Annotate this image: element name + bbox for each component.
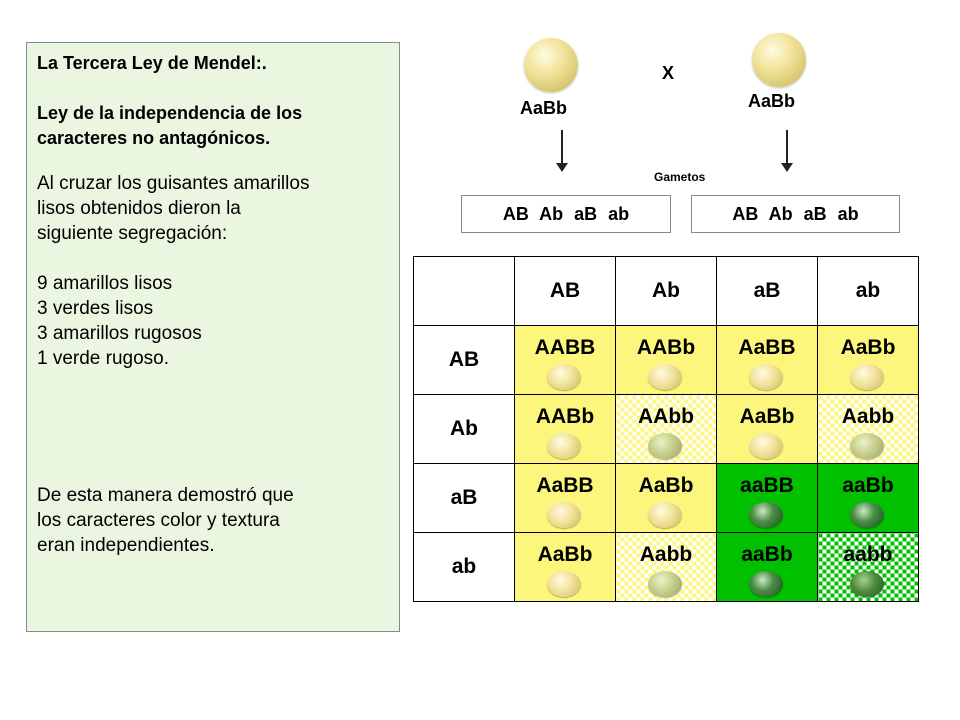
row-header-AB: AB xyxy=(414,326,515,395)
gametes-label: Gametos xyxy=(654,170,706,184)
explanation-panel xyxy=(26,42,400,632)
cross-description-line-2: lisos obtenidos dieron la xyxy=(37,198,241,219)
row-header-Ab: Ab xyxy=(414,395,515,464)
yellow-smooth-pea-icon xyxy=(547,571,581,597)
cell-AABb xyxy=(616,326,717,395)
cell-AaBB xyxy=(717,326,818,395)
cell-Aabb xyxy=(818,395,919,464)
genotype-label: aaBb xyxy=(741,543,793,566)
parent2-gametes-box: AB Ab aB ab xyxy=(691,195,900,233)
genotype-label: AaBB xyxy=(738,336,796,359)
yellow-wrinkled-pea-icon xyxy=(648,433,682,459)
green-smooth-pea-icon xyxy=(850,502,884,528)
row-header-ab: ab xyxy=(414,533,515,602)
genotype-label: aaBb xyxy=(842,474,894,497)
genotype-label: AaBB xyxy=(536,474,594,497)
result-green-wrinkled: 1 verde rugoso. xyxy=(37,348,170,369)
col-header-aB: aB xyxy=(717,257,818,326)
result-yellow-smooth: 9 amarillos lisos xyxy=(37,273,173,294)
cell-AABb xyxy=(515,395,616,464)
cell-AABB xyxy=(515,326,616,395)
yellow-smooth-pea-icon xyxy=(749,433,783,459)
law-name-line-2: caracteres no antagónicos. xyxy=(37,128,271,148)
law-title: La Tercera Ley de Mendel:. xyxy=(37,53,267,73)
green-wrinkled-pea-icon xyxy=(850,571,884,597)
yellow-wrinkled-pea-icon xyxy=(648,571,682,597)
cross-description-line-3: siguiente segregación: xyxy=(37,223,228,244)
genotype-label: AAbb xyxy=(638,405,694,428)
corner-cell xyxy=(414,257,515,326)
yellow-smooth-pea-icon xyxy=(547,364,581,390)
genotype-label: AaBb xyxy=(638,474,694,497)
genotype-label: AABb xyxy=(535,405,595,428)
green-smooth-pea-icon xyxy=(749,502,783,528)
row-header-aB: aB xyxy=(414,464,515,533)
law-name-line-1: Ley de la independencia de los xyxy=(37,103,303,123)
yellow-smooth-pea-icon xyxy=(648,502,682,528)
punnett-square xyxy=(413,256,919,602)
parent1-pea-icon xyxy=(524,38,578,92)
result-yellow-wrinkled: 3 amarillos rugosos xyxy=(37,323,202,344)
cell-AaBb xyxy=(515,533,616,602)
cell-AaBb xyxy=(818,326,919,395)
yellow-smooth-pea-icon xyxy=(648,364,682,390)
down-arrow-icon xyxy=(786,130,788,164)
genotype-label: AaBb xyxy=(840,336,896,359)
parent1-genotype: AaBb xyxy=(520,98,568,118)
yellow-smooth-pea-icon xyxy=(547,433,581,459)
conclusion-line-2: los caracteres color y textura xyxy=(37,510,280,531)
genotype-label: aaBB xyxy=(740,474,794,497)
genotype-label: AaBb xyxy=(739,405,795,428)
genotype-label: AABB xyxy=(534,336,596,359)
cell-Aabb xyxy=(616,533,717,602)
yellow-wrinkled-pea-icon xyxy=(850,433,884,459)
yellow-smooth-pea-icon xyxy=(749,364,783,390)
col-header-ab: ab xyxy=(818,257,919,326)
genotype-label: AaBb xyxy=(537,543,593,566)
yellow-smooth-pea-icon xyxy=(547,502,581,528)
cell-AaBB xyxy=(515,464,616,533)
cross-description-line-1: Al cruzar los guisantes amarillos xyxy=(37,173,310,194)
genotype-label: aabb xyxy=(843,543,893,566)
cell-aabb xyxy=(818,533,919,602)
parent2-pea-icon xyxy=(752,33,806,87)
cell-AaBb xyxy=(616,464,717,533)
cell-aaBb xyxy=(818,464,919,533)
down-arrow-icon xyxy=(561,130,563,164)
genotype-label: AABb xyxy=(636,336,696,359)
cross-symbol: X xyxy=(662,63,675,83)
col-header-Ab: Ab xyxy=(616,257,717,326)
green-smooth-pea-icon xyxy=(749,571,783,597)
cell-AaBb xyxy=(717,395,818,464)
parent1-gametes-box: AB Ab aB ab xyxy=(461,195,671,233)
col-header-AB: AB xyxy=(515,257,616,326)
yellow-smooth-pea-icon xyxy=(850,364,884,390)
conclusion-line-1: De esta manera demostró que xyxy=(37,485,294,506)
genotype-label: Aabb xyxy=(841,405,895,428)
result-green-smooth: 3 verdes lisos xyxy=(37,298,154,319)
conclusion-line-3: eran independientes. xyxy=(37,535,215,556)
genotype-label: Aabb xyxy=(639,543,693,566)
cell-aaBb xyxy=(717,533,818,602)
cell-AAbb xyxy=(616,395,717,464)
parent2-genotype: AaBb xyxy=(748,91,796,111)
cell-aaBB xyxy=(717,464,818,533)
